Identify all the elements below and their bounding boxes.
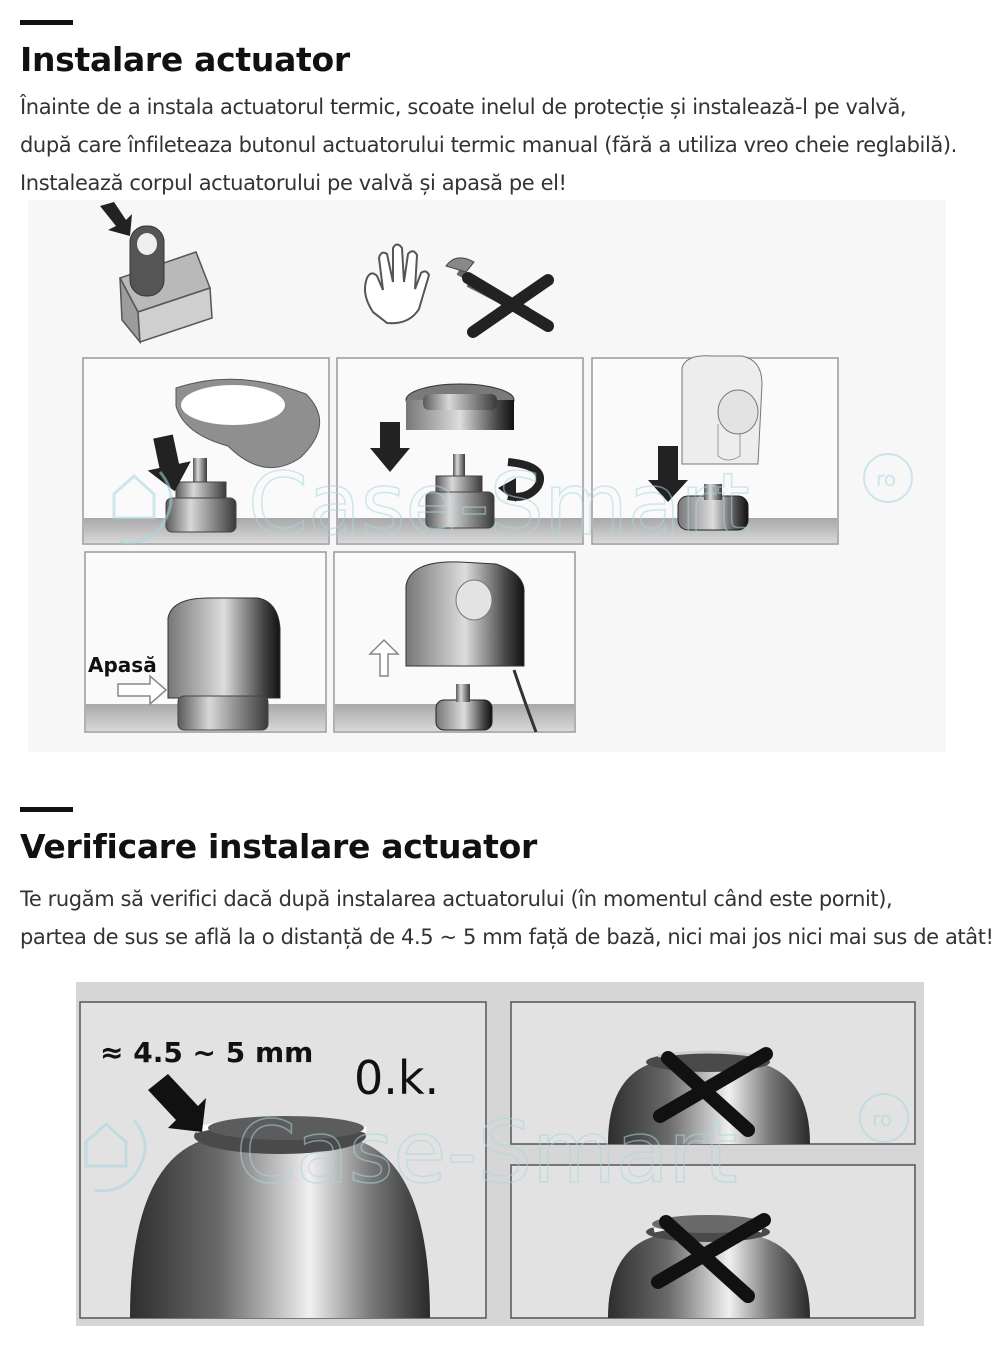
verify-instructions (20, 880, 995, 956)
watermark-text-2: Case-Smart (236, 1103, 738, 1203)
installation-steps-figure (28, 200, 946, 752)
section-rule-1 (20, 20, 73, 25)
install-line-1: Înainte de a instala actuatorul termic, scoate inelul de protecție și instalează-l pe valvă, (20, 95, 907, 119)
install-instructions (20, 88, 995, 202)
watermark-mark: ro (876, 467, 897, 491)
press-label: Apasă (88, 653, 157, 677)
watermark-text: Case-Smart (248, 455, 750, 555)
measure-label: ≈ 4.5 ~ 5 mm (100, 1036, 314, 1069)
section-rule-2 (20, 807, 73, 812)
verify-line-2: partea de sus se află la o distanță de 4.5 ~ 5 mm față de bază, nici mai jos nici mai sus de atât! (20, 925, 994, 949)
heading-instalare-actuator: Instalare actuator (20, 40, 350, 79)
verify-line-1: Te rugăm să verifici dacă după instalarea actuatorului (în momentul când este pornit), (20, 887, 893, 911)
heading-verificare-instalare: Verificare instalare actuator (20, 827, 537, 866)
step-panel-lift-off (334, 552, 575, 732)
step-panel-press (85, 552, 326, 732)
verification-figure (76, 982, 924, 1326)
watermark-mark-2: ro (872, 1107, 893, 1131)
install-line-3: Instalează corpul actuatorului pe valvă și apasă pe el! (20, 171, 567, 195)
ok-label: 0.k. (354, 1051, 440, 1105)
install-line-2: după care înfileteaza butonul actuatorului termic manual (fără a utiliza vreo cheie reglabilă). (20, 133, 957, 157)
